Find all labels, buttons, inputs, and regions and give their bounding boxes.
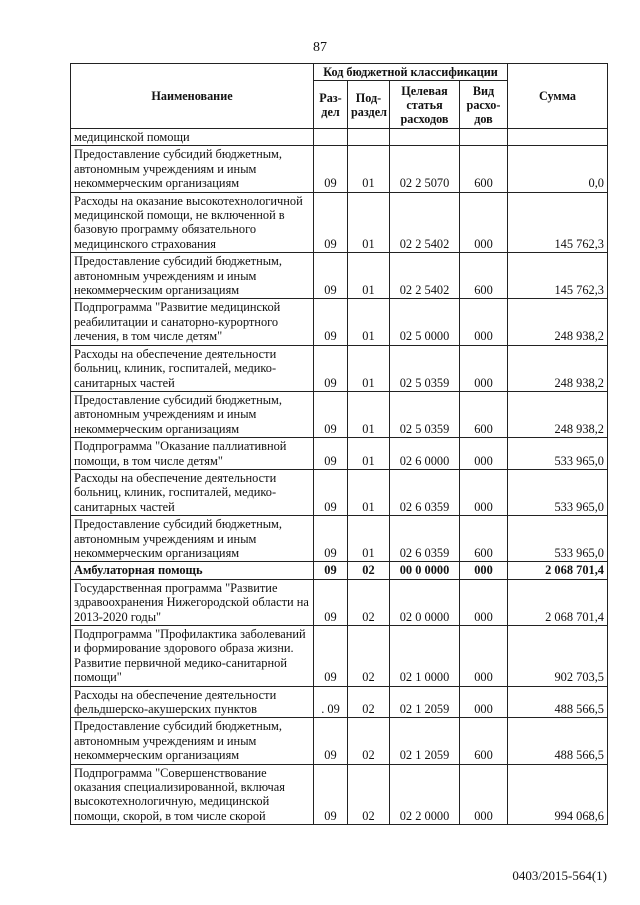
- document-code: 0403/2015-564(1): [512, 868, 607, 883]
- row-sum: 533 965,0: [508, 438, 608, 470]
- row-podrazdel: 01: [348, 391, 390, 437]
- row-podrazdel: 01: [348, 253, 390, 299]
- row-razdel: 09: [314, 516, 348, 562]
- row-target: 02 2 5402: [390, 253, 460, 299]
- row-podrazdel: 02: [348, 764, 390, 825]
- row-razdel: 09: [314, 718, 348, 764]
- table-row: [71, 192, 608, 253]
- row-podrazdel: 01: [348, 516, 390, 562]
- row-razdel: 09: [314, 253, 348, 299]
- table-row: [71, 438, 608, 470]
- row-podrazdel: 01: [348, 146, 390, 192]
- row-name: Предоставление субсидий бюджетным, автономным учреждениям и иным некоммерческим организациям: [71, 718, 314, 764]
- row-razdel: 09: [314, 562, 348, 579]
- budget-table: [70, 63, 608, 825]
- row-vid: 600: [460, 516, 508, 562]
- row-sum: 488 566,5: [508, 686, 608, 718]
- row-podrazdel: 02: [348, 579, 390, 625]
- row-sum: 2 068 701,4: [508, 562, 608, 579]
- row-razdel: 09: [314, 391, 348, 437]
- row-name: Расходы на обеспечение деятельности фельдшерско-акушерских пунктов: [71, 686, 314, 718]
- row-podrazdel: 02: [348, 686, 390, 718]
- row-target: 02 5 0359: [390, 345, 460, 391]
- row-podrazdel: 02: [348, 562, 390, 579]
- row-vid: 000: [460, 579, 508, 625]
- row-vid: 000: [460, 192, 508, 253]
- table-row: [71, 718, 608, 764]
- row-sum: 902 703,5: [508, 626, 608, 687]
- row-target: 02 2 5070: [390, 146, 460, 192]
- row-sum: 0,0: [508, 146, 608, 192]
- row-vid: 000: [460, 469, 508, 515]
- row-vid: 600: [460, 146, 508, 192]
- table-row: [71, 391, 608, 437]
- table-row: [71, 686, 608, 718]
- table-row: [71, 579, 608, 625]
- table-row: [71, 764, 608, 825]
- row-target: 02 5 0359: [390, 391, 460, 437]
- row-sum: 145 762,3: [508, 253, 608, 299]
- row-sum: 145 762,3: [508, 192, 608, 253]
- row-vid: 000: [460, 438, 508, 470]
- row-name: Подпрограмма "Профилактика заболеваний и формирование здорового образа жизни. Развитие первичной медико-санитарной помощи": [71, 626, 314, 687]
- row-razdel: 09: [314, 345, 348, 391]
- continuation-row: [71, 129, 608, 146]
- table-row: [71, 626, 608, 687]
- row-name: Государственная программа "Развитие здравоохранения Нижегородской области на 2013-2020 годы": [71, 579, 314, 625]
- row-razdel: 09: [314, 299, 348, 345]
- row-sum: 533 965,0: [508, 516, 608, 562]
- row-name: Расходы на оказание высокотехнологичной медицинской помощи, не включенной в базовую программу обязательного медицинского страхования: [71, 192, 314, 253]
- table-row: [71, 146, 608, 192]
- header-razdel: Раз-дел: [314, 81, 348, 129]
- row-razdel: 09: [314, 579, 348, 625]
- row-sum: 488 566,5: [508, 718, 608, 764]
- row-podrazdel: 01: [348, 438, 390, 470]
- row-razdel: 09: [314, 192, 348, 253]
- row-target: 02 6 0359: [390, 516, 460, 562]
- row-vid: 000: [460, 299, 508, 345]
- row-target: 02 1 2059: [390, 686, 460, 718]
- page-number: 87: [313, 40, 327, 55]
- row-sum: 533 965,0: [508, 469, 608, 515]
- row-sum: 994 068,6: [508, 764, 608, 825]
- header-code-group: Код бюджетной классификации: [314, 64, 508, 81]
- row-name: Расходы на обеспечение деятельности больниц, клиник, госпиталей, медико-санитарных частей: [71, 345, 314, 391]
- row-name: Подпрограмма "Совершенствование оказания специализированной, включая высокотехнологичную, медицинской помощи, скорой, в том числе скорой: [71, 764, 314, 825]
- table-row: [71, 469, 608, 515]
- header-vid: Вид расхо-дов: [460, 81, 508, 129]
- header-target: Целевая статья расходов: [390, 81, 460, 129]
- row-vid: 600: [460, 718, 508, 764]
- row-podrazdel: 01: [348, 299, 390, 345]
- row-sum: 248 938,2: [508, 345, 608, 391]
- row-target: 02 0 0000: [390, 579, 460, 625]
- row-vid: 000: [460, 764, 508, 825]
- header-podrazdel: Под-раздел: [348, 81, 390, 129]
- row-sum: 2 068 701,4: [508, 579, 608, 625]
- row-razdel: 09: [314, 438, 348, 470]
- row-target: 00 0 0000: [390, 562, 460, 579]
- row-vid: 000: [460, 626, 508, 687]
- row-razdel: . 09: [314, 686, 348, 718]
- row-vid: 600: [460, 391, 508, 437]
- row-podrazdel: 01: [348, 192, 390, 253]
- row-vid: 000: [460, 345, 508, 391]
- row-podrazdel: 02: [348, 626, 390, 687]
- row-target: 02 1 0000: [390, 626, 460, 687]
- row-podrazdel: 01: [348, 345, 390, 391]
- header-name: Наименование: [71, 64, 314, 129]
- row-vid: 000: [460, 562, 508, 579]
- row-razdel: 09: [314, 626, 348, 687]
- row-sum: 248 938,2: [508, 391, 608, 437]
- table-row: [71, 299, 608, 345]
- row-sum: 248 938,2: [508, 299, 608, 345]
- row-podrazdel: 02: [348, 718, 390, 764]
- row-target: 02 2 5402: [390, 192, 460, 253]
- row-target: 02 5 0000: [390, 299, 460, 345]
- row-razdel: 09: [314, 469, 348, 515]
- table-row: [71, 516, 608, 562]
- table-row: [71, 253, 608, 299]
- row-podrazdel: 01: [348, 469, 390, 515]
- row-target: 02 6 0359: [390, 469, 460, 515]
- row-name: Подпрограмма "Оказание паллиативной помощи, в том числе детям": [71, 438, 314, 470]
- row-target: 02 2 0000: [390, 764, 460, 825]
- row-target: 02 6 0000: [390, 438, 460, 470]
- row-name: Предоставление субсидий бюджетным, автономным учреждениям и иным некоммерческим организациям: [71, 516, 314, 562]
- row-name: Предоставление субсидий бюджетным, автономным учреждениям и иным некоммерческим организациям: [71, 146, 314, 192]
- header-sum: Сумма: [508, 64, 608, 129]
- table-row: [71, 345, 608, 391]
- row-name: Предоставление субсидий бюджетным, автономным учреждениям и иным некоммерческим организациям: [71, 253, 314, 299]
- row-vid: 600: [460, 253, 508, 299]
- row-name: Предоставление субсидий бюджетным, автономным учреждениям и иным некоммерческим организациям: [71, 391, 314, 437]
- row-name: Подпрограмма "Развитие медицинской реабилитации и санаторно-курортного лечения, в том числе детям": [71, 299, 314, 345]
- continuation-text: медицинской помощи: [71, 129, 314, 146]
- row-razdel: 09: [314, 146, 348, 192]
- row-razdel: 09: [314, 764, 348, 825]
- row-target: 02 1 2059: [390, 718, 460, 764]
- row-vid: 000: [460, 686, 508, 718]
- table-row: [71, 562, 608, 579]
- row-name: Амбулаторная помощь: [71, 562, 314, 579]
- row-name: Расходы на обеспечение деятельности больниц, клиник, госпиталей, медико-санитарных частей: [71, 469, 314, 515]
